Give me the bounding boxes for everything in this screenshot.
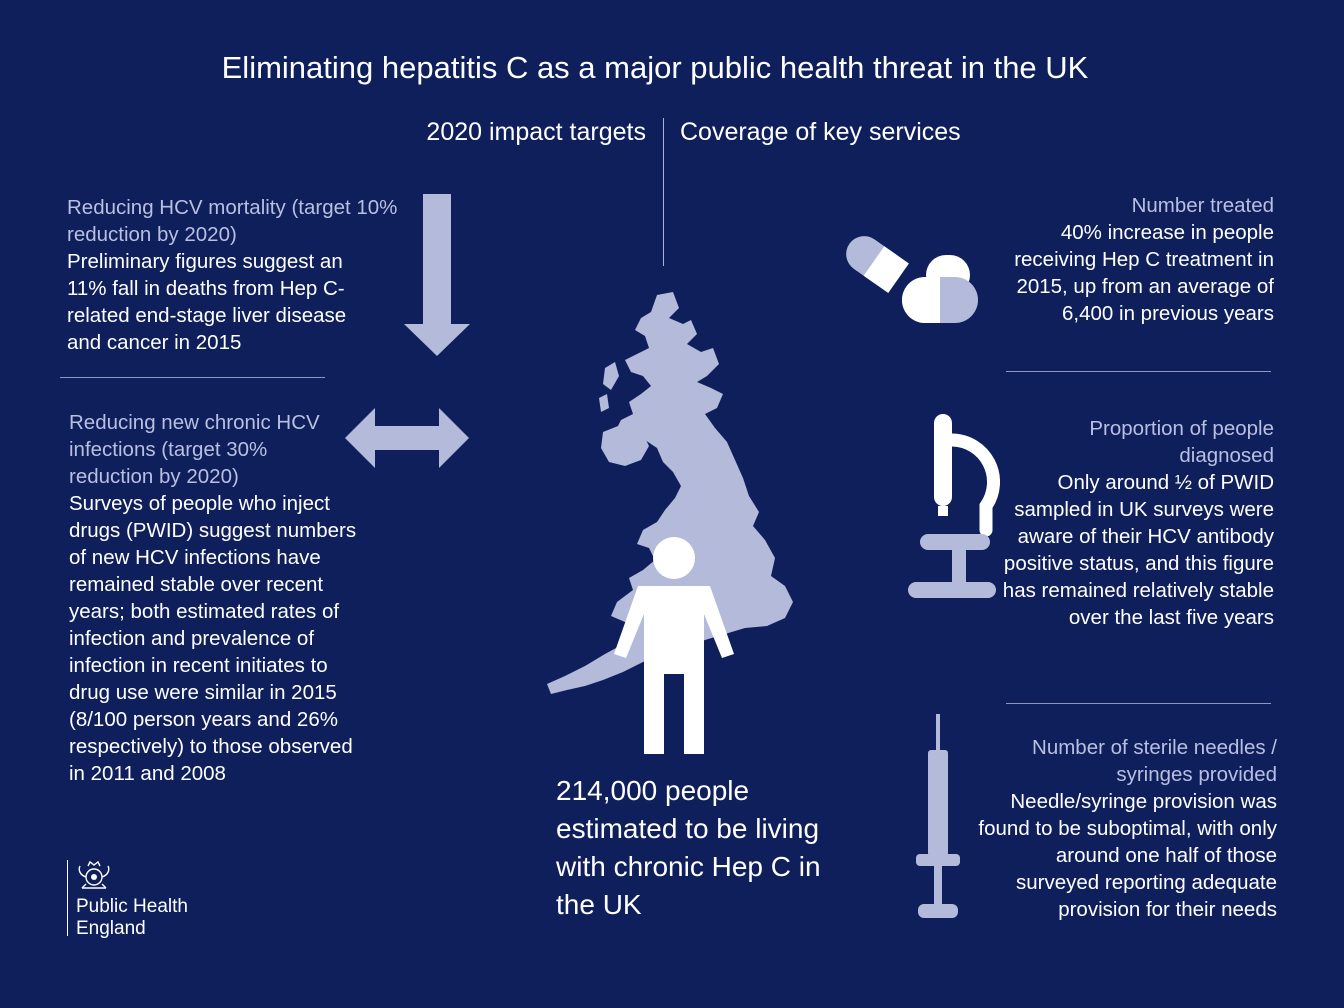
needles-body: Needle/syringe provision was found to be suboptimal, with only around one half of those surveyed reporting adequate provision for their needs <box>978 790 1277 921</box>
person-icon <box>612 536 736 756</box>
coverage-header: Coverage of key services <box>680 118 961 146</box>
impact-targets-header: 2020 impact targets <box>426 118 646 146</box>
infections-section <box>69 409 369 787</box>
needles-heading: Number of sterile needles / syringes provided <box>1032 736 1277 786</box>
treated-body: 40% increase in people receiving Hep C treatment in 2015, up from an average of 6,400 in previous years <box>1014 221 1274 325</box>
mortality-body: Preliminary figures suggest an 11% fall in deaths from Hep C-related end-stage liver disease and cancer in 2015 <box>67 250 347 354</box>
infections-heading: Reducing new chronic HCV infections (target 30% reduction by 2020) <box>69 411 320 488</box>
syringe-icon <box>914 714 962 920</box>
royal-crest-icon <box>74 858 114 892</box>
mortality-section <box>67 194 407 356</box>
logo-divider <box>67 860 68 936</box>
mortality-heading: Reducing HCV mortality (target 10% reduction by 2020) <box>67 196 398 246</box>
pills-icon <box>840 225 980 327</box>
left-divider <box>60 377 325 378</box>
diagnosed-section <box>1000 415 1274 631</box>
people-estimate-text: 214,000 people estimated to be living with chronic Hep C in the UK <box>556 775 821 920</box>
diagnosed-heading: Proportion of people diagnosed <box>1089 417 1274 467</box>
logo-line-1: Public Health <box>76 896 188 917</box>
down-arrow-icon <box>404 194 470 356</box>
horizontal-arrow-icon <box>345 408 469 468</box>
header-divider <box>663 118 664 266</box>
needles-section <box>976 734 1277 923</box>
treated-section <box>980 192 1274 327</box>
right-divider-1 <box>1006 371 1271 372</box>
microscope-icon <box>906 410 1000 602</box>
treated-heading: Number treated <box>1131 194 1274 217</box>
phe-logo-text <box>76 896 188 940</box>
page-title: Eliminating hepatitis C as a major public health threat in the UK <box>221 50 1089 85</box>
diagnosed-body: Only around ½ of PWID sampled in UK surveys were aware of their HCV antibody positive status, and this figure has remained relatively stable over the last five years <box>1002 471 1274 629</box>
logo-line-2: England <box>76 918 146 939</box>
infections-body: Surveys of people who inject drugs (PWID) suggest numbers of new HCV infections have remained stable over recent years; both estimated rates of infection and prevalence of infection in recent initiates to drug use were similar in 2015 (8/100 person years and 26% respectively) to those observed in 2011 and 2008 <box>69 492 357 785</box>
right-divider-2 <box>1006 703 1271 704</box>
